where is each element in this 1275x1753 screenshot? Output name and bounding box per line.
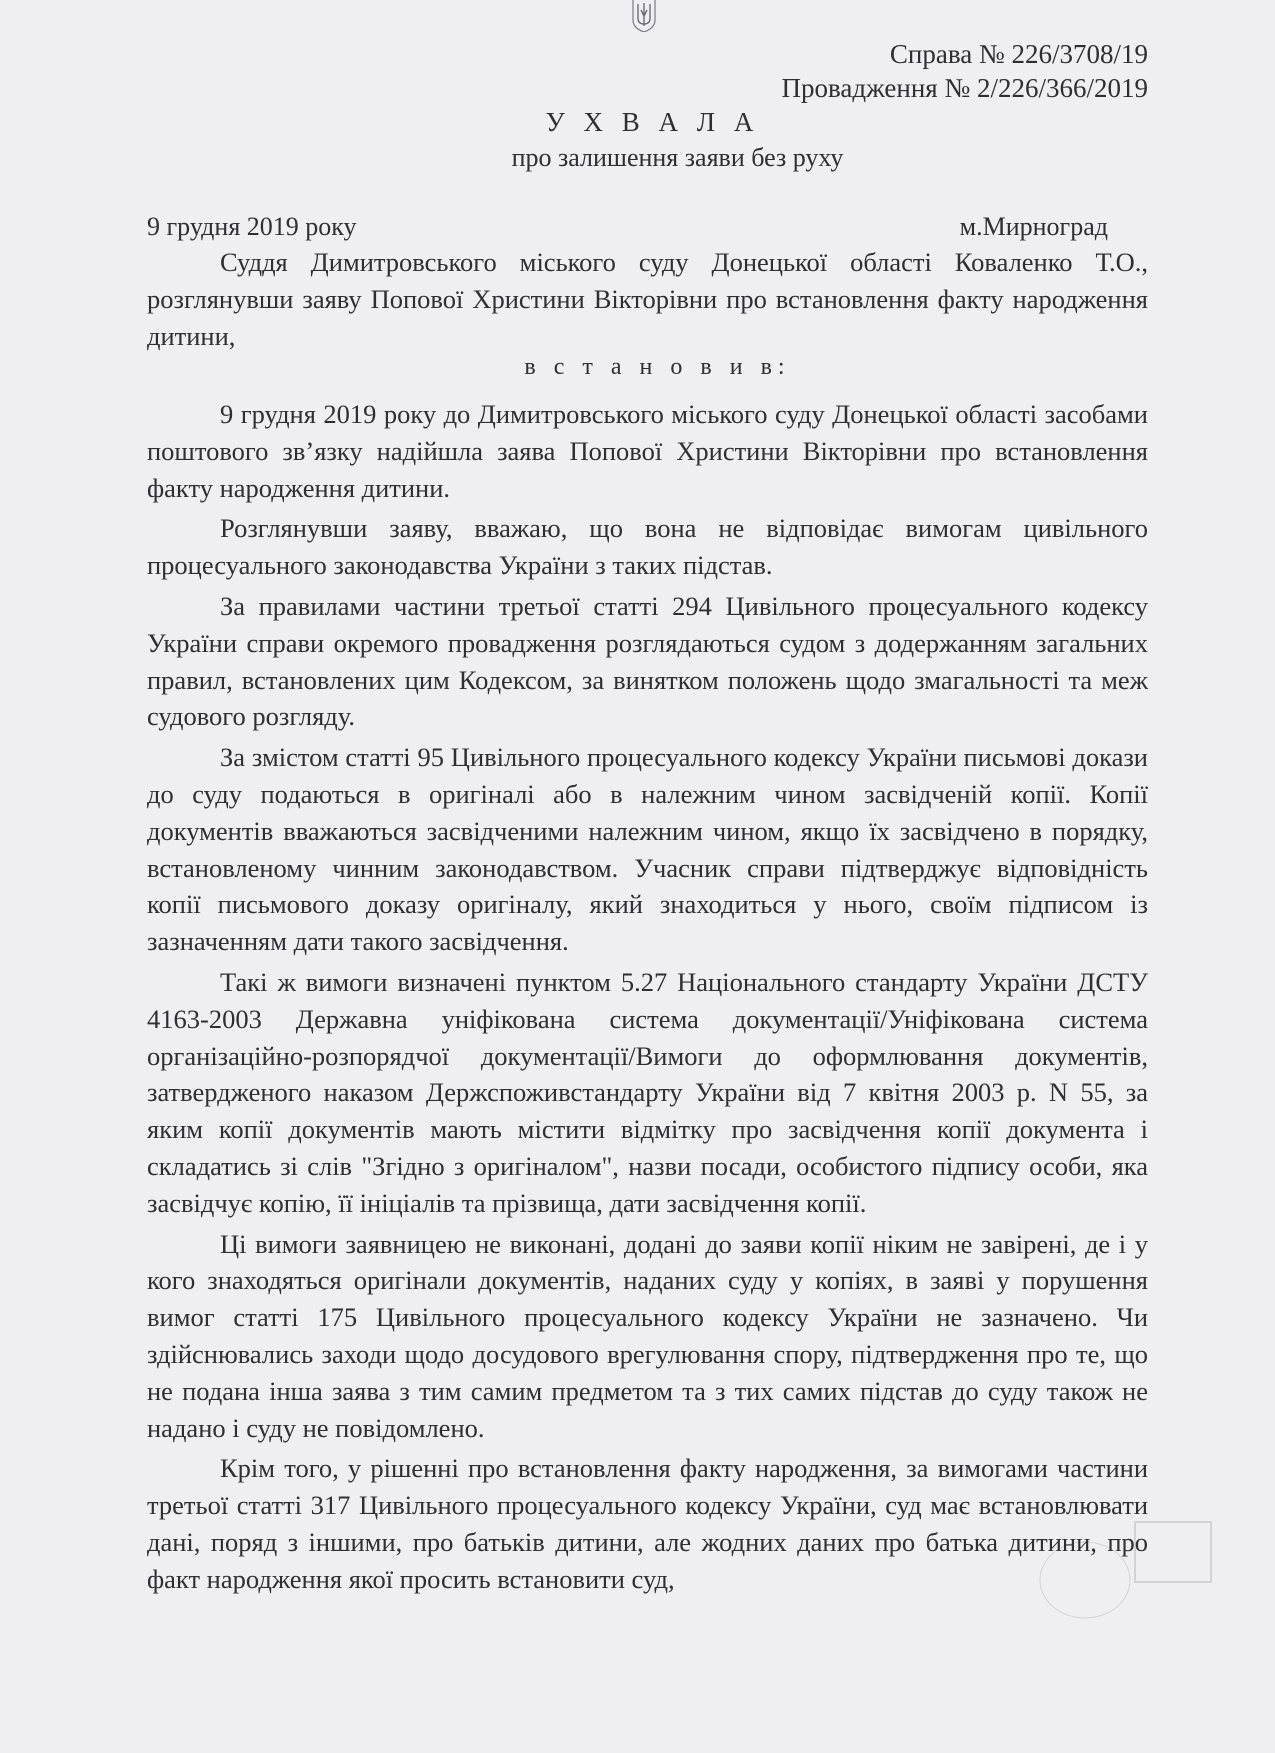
paragraph: Крім того, у рішенні про встановлення факту народження, за вимогами частини третьої статті 317 Цивільного процесуального кодексу України, суд має встановлювати дані, поряд з іншими, про батьків дитини, але жодних даних про батька дитини, про факт народження якої просить встановити суд, [147, 1453, 1148, 1594]
paragraph: Такі ж вимоги визначені пунктом 5.27 Національного стандарту України ДСТУ 4163-2003 Державна уніфікована система документації/Уніфікована система організаційно-розпорядчої документації/Вимоги до оформлювання документів, затвердженого наказом Держспоживстандарту України від 7 квітня 2003 р. N 55, за яким копії документів мають містити відмітку про засвідчення копії документа і складатись зі слів "Згідно з оригіналом", назви посади, особистого підпису особи, яка засвідчує копію, її ініціалів та прізвища, дати засвідчення копії. [147, 966, 1148, 1218]
document-date: 9 грудня 2019 року [147, 212, 357, 241]
intro-block [147, 244, 1148, 354]
established-heading: в с т а н о в и в: [524, 354, 791, 380]
paragraph: Розглянувши заяву, вважаю, що вона не відповідає вимогам цивільного процесуального законодавства України з таких підстав. [147, 513, 1148, 581]
main-body [147, 396, 1148, 1602]
intro-paragraph: Суддя Димитровського міського суду Донецької області Коваленко Т.О., розглянувши заяву Попової Христини Вікторівни про встановлення факту народження дитини, [147, 247, 1148, 351]
bleed-through-stamp-icon [1015, 1520, 1215, 1620]
paragraph: Ці вимоги заявницею не виконані, додані до заяви копії ніким не завірені, де і у кого знаходяться оригінали документів, наданих суду у копіях, в заяві у порушення вимог статті 175 Цивільного процесуального кодексу України не зазначено. Чи здійснювались заходи щодо досудового врегулювання спору, підтвердження про те, що не подана інша заява з тим самим предметом та з тих самих підстав до суду також не надано і суду не повідомлено. [147, 1228, 1148, 1443]
paragraph: За правилами частини третьої статті 294 Цивільного процесуального кодексу України справи окремого провадження розглядаються судом з додержанням загальних правил, встановлених цим Кодексом, за винятком положень щодо змагальності та меж судового розгляду. [147, 590, 1148, 732]
date-place-line [147, 212, 1148, 242]
paragraph: За змістом статті 95 Цивільного процесуального кодексу України письмові докази до суду подаються в оригіналі або в належним чином засвідченій копії. Копії документів вважаються засвідченими належним чином, якщо їх засвідчено в порядку, встановленому чинним законодавством. Учасник справи підтверджує відповідність копії письмового доказу оригіналу, який знаходиться у нього, своїм підписом із зазначенням дати такого засвідчення. [147, 742, 1148, 957]
proceeding-number: Провадження № 2/226/366/2019 [781, 73, 1148, 103]
document-subtitle: про залишення заяви без руху [511, 143, 844, 172]
paragraph: 9 грудня 2019 року до Димитровського міського суду Донецької області засобами поштового зв’язку надійшла заява Попової Христини Вікторівни про встановлення факту народження дитини. [147, 399, 1148, 503]
document-title: У Х В А Л А [545, 107, 760, 137]
document-place: м.Мирноград [959, 212, 1108, 241]
case-number: Справа № 226/3708/19 [889, 39, 1148, 69]
coat-of-arms-icon [628, 0, 660, 32]
